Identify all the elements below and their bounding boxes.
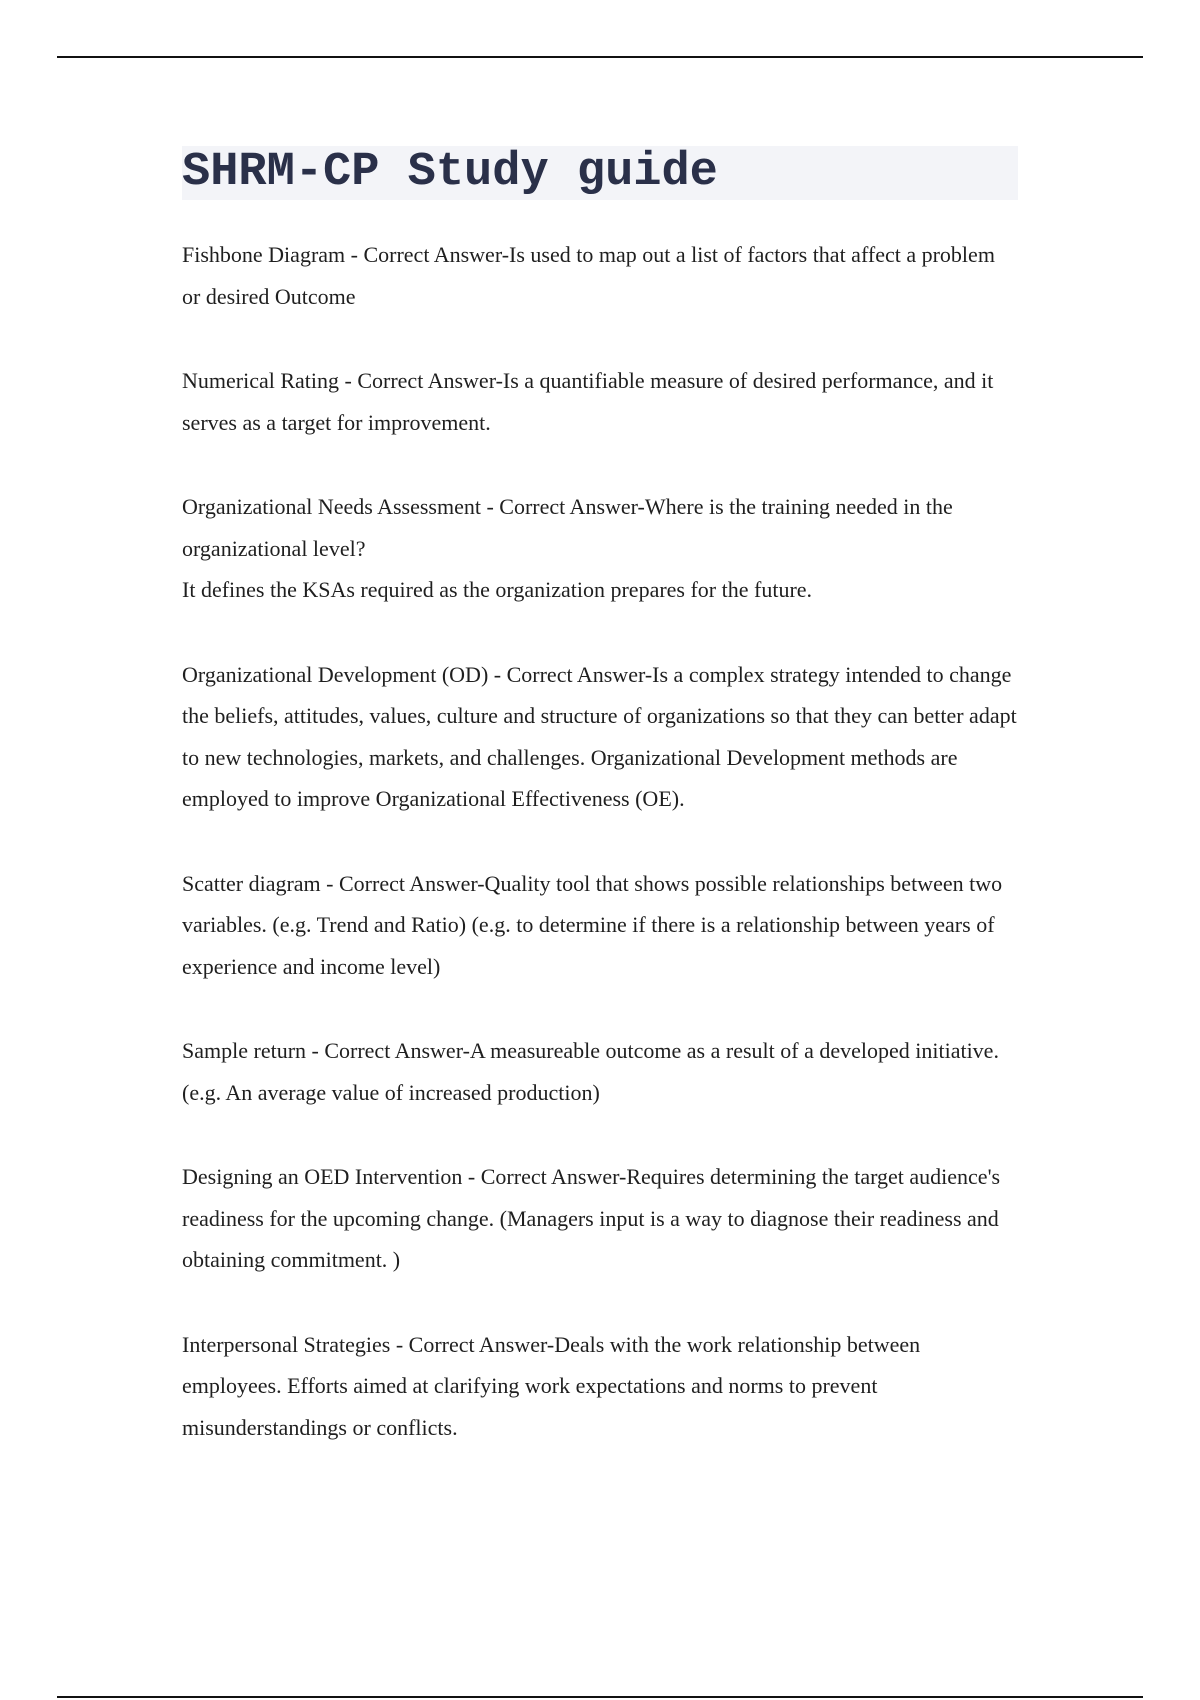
entry-organizational-development: Organizational Development (OD) - Correct Answer-Is a complex strategy intended to change the beliefs, attitudes, values, culture and structure of organizations so that they can better adapt to new technologies, markets, and challenges. Organizational Development methods are employed to improve Organizational Effectiveness (OE).: [182, 661, 1017, 811]
entry-designing-oed-intervention: Designing an OED Intervention - Correct Answer-Requires determining the target audience's readiness for the upcoming change. (Managers input is a way to diagnose their readiness and obtaining commitment. ): [182, 1164, 1001, 1272]
document-body: [182, 146, 1018, 1491]
entry-sample-return: Sample return - Correct Answer-A measureable outcome as a result of a developed initiative. (e.g. An average value of increased production): [182, 1038, 999, 1105]
entry-interpersonal-strategies: Interpersonal Strategies - Correct Answer-Deals with the work relationship between employees. Efforts aimed at clarifying work expectations and norms to prevent misunderstandings or conflicts.: [182, 1331, 921, 1440]
entry-numerical-rating: Numerical Rating - Correct Answer-Is a quantifiable measure of desired performance, and it serves as a target for improvement.: [182, 368, 994, 435]
bottom-rule: [57, 1696, 1143, 1698]
title-band: [182, 146, 1018, 200]
page-title: SHRM-CP Study guide: [182, 146, 718, 199]
top-rule: [57, 56, 1143, 58]
entry-fishbone-diagram: Fishbone Diagram - Correct Answer-Is used to map out a list of factors that affect a problem or desired Outcome: [182, 242, 995, 309]
entry-organizational-needs-assessment: Organizational Needs Assessment - Correct Answer-Where is the training needed in the organizational level? It defines the KSAs required as the organization prepares for the future.: [182, 494, 953, 602]
entry-scatter-diagram: Scatter diagram - Correct Answer-Quality tool that shows possible relationships between two variables. (e.g. Trend and Ratio) (e.g. to determine if there is a relationship between years of experience and income level): [182, 870, 1003, 979]
